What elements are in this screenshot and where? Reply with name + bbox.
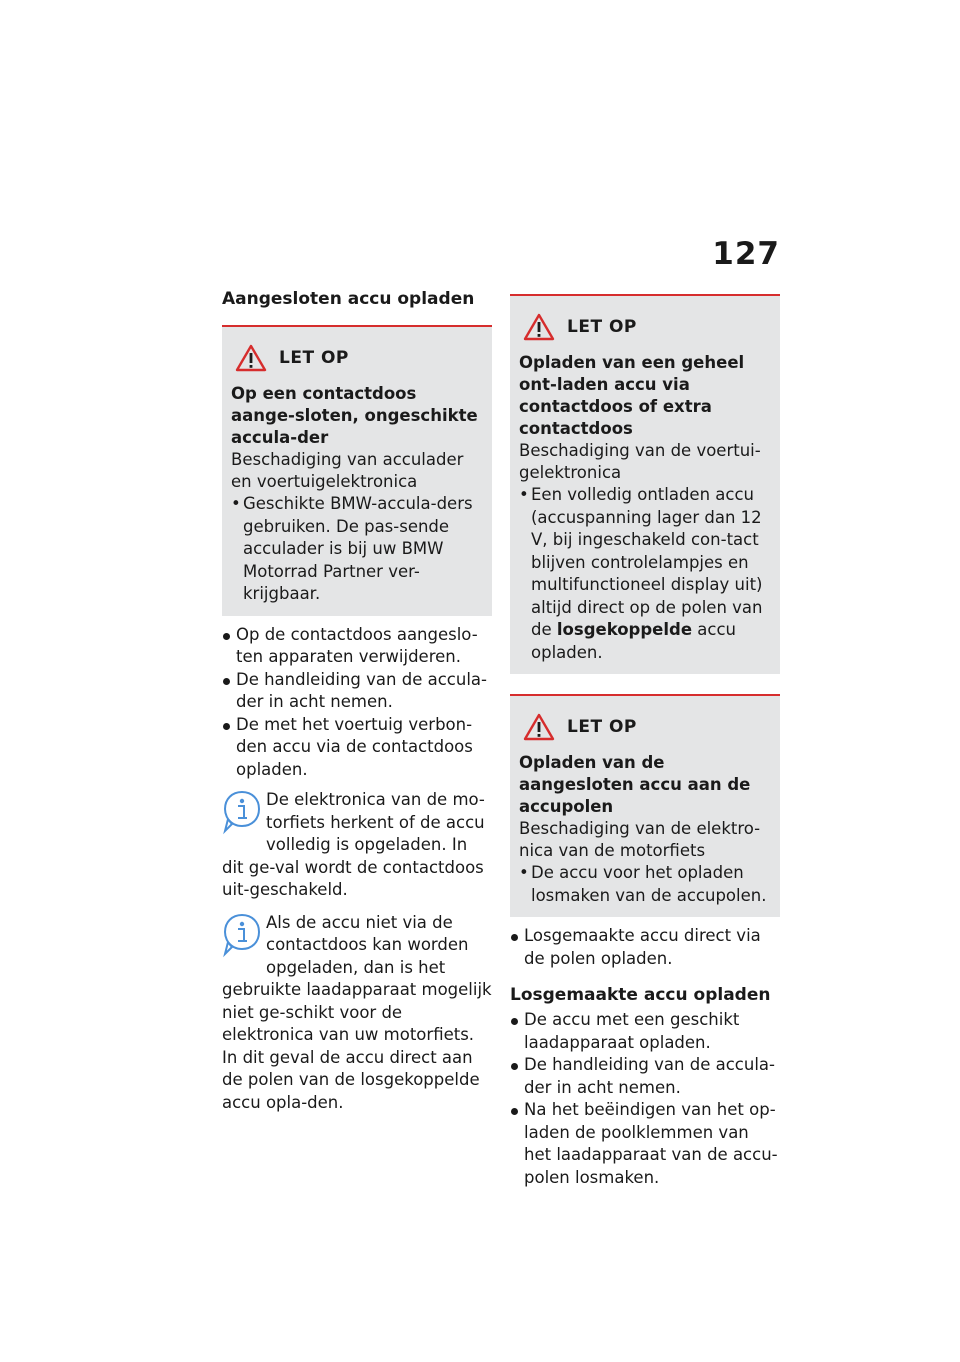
list-item: Op de contactdoos aangeslo-ten apparaten verwijderen. [222,624,492,669]
instruction-list [510,1009,780,1189]
page-number: 127 [712,236,780,272]
info-text: Als de accu niet via de contactdoos kan worden opgeladen, dan is het gebruikte laadapparaat mogelijk niet ge-schikt voor de elektronica van uw motorfiets. In dit geval de accu direct aan de polen van de losgekoppelde accu opla-den. [222,912,492,1112]
warning-title: Opladen van een geheel ont-laden accu via contactdoos of extra contactdoos [519,353,745,438]
list-item: De met het voertuig verbon-den accu via de contactdoos opladen. [222,714,492,782]
instruction-list [222,624,492,782]
warning-box [510,294,780,674]
warning-title: Op een contactdoos aange-sloten, ongeschikte accula-der [231,384,478,447]
list-item-text: Een volledig ontladen accu (accuspanning lager dan 12 V, bij ingeschakeld con-tact blijven controlelampjes en multifunctioneel display uit) altijd direct op de polen van de [531,485,763,639]
warning-list [519,484,771,664]
right-column [510,294,780,1189]
left-column [222,288,492,1114]
list-item: Na het beëindigen van het op-laden de poolklemmen van het laadapparaat van de accu-polen losmaken. [510,1099,780,1189]
warning-text: Beschadiging van de elektro-nica van de motorfiets [519,819,761,860]
list-item: • De accu voor het opladen losmaken van de accupolen. [519,862,771,907]
warning-list [519,862,771,907]
warning-header [519,310,771,344]
list-item [519,484,771,664]
warning-header [231,341,483,375]
list-item-text: accu opladen. [531,620,736,662]
warning-triangle-icon [523,313,555,341]
instruction-list [510,925,780,970]
warning-label: LET OP [279,348,349,368]
list-item: De accu met een geschikt laadapparaat opladen. [510,1009,780,1054]
section-title: Losgemaakte accu opladen [510,985,771,1005]
warning-header [519,710,771,744]
warning-box [510,694,780,917]
info-icon [222,912,262,958]
warning-title: Opladen van de aangesloten accu aan de accupolen [519,753,751,816]
warning-text: Beschadiging van de voertui-gelektronica [519,441,761,482]
info-note [222,912,492,1115]
info-text: De elektronica van de mo-torfiets herkent of de accu volledig is opgeladen. In dit ge-val wordt de contactdoos uit-geschakeld. [222,790,485,899]
warning-list [231,493,483,606]
warning-text: Beschadiging van acculader en voertuigelektronica [231,450,464,491]
list-item: De handleiding van de accula-der in acht nemen. [510,1054,780,1099]
warning-label: LET OP [567,317,637,337]
list-item: De handleiding van de accula-der in acht nemen. [222,669,492,714]
section-title: Aangesloten accu opladen [222,289,475,309]
info-note [222,789,492,902]
warning-box [222,325,492,616]
info-icon [222,789,262,835]
list-item-emphasis: losgekoppelde [556,620,693,639]
list-item: Losgemaakte accu direct via de polen opladen. [510,925,780,970]
warning-label: LET OP [567,717,637,737]
list-item: • Geschikte BMW-accula-ders gebruiken. De pas-sende acculader is bij uw BMW Motorrad Partner ver-krijgbaar. [231,493,483,606]
warning-triangle-icon [235,344,267,372]
warning-triangle-icon [523,713,555,741]
